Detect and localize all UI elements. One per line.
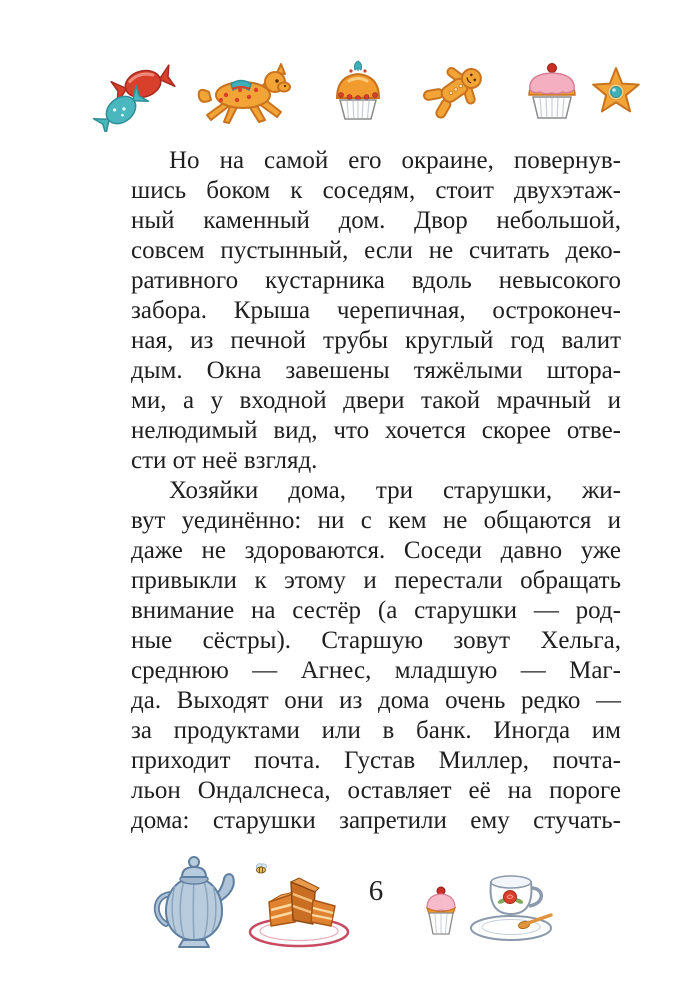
- horse-cookie-icon: [192, 62, 296, 126]
- text-line: вут уединённо: ни с кем не общаются и: [131, 507, 621, 534]
- cake-slices-plate-icon: [242, 860, 352, 950]
- crowned-cupcake-icon: [327, 58, 389, 122]
- text-line: льон Ондалснеса, оставляет её на пороге: [131, 777, 621, 804]
- gingerbread-man-icon: [416, 62, 502, 124]
- text-line: приходит почта. Густав Миллер, почта-: [131, 747, 621, 774]
- text-line: совсем пустынный, если не считать деко-: [131, 237, 621, 264]
- text-line: за продуктами или в банк. Иногда им: [131, 717, 621, 744]
- paragraph: [131, 476, 621, 836]
- text-line: даже не здороваются. Соседи давно уже: [131, 537, 621, 564]
- text-line: привыкли к этому и перестали обращать: [131, 567, 621, 594]
- text-line: ная, из печной трубы круглый год валит: [131, 327, 621, 354]
- text-line: забора. Крыша черепичная, остроконеч-: [131, 297, 621, 324]
- cherry-cupcake-icon: [518, 60, 586, 122]
- mini-cupcake-icon: [420, 884, 462, 942]
- candy-pair-icon: [90, 60, 180, 132]
- text-line: Но на самой его окраине, повернув-: [169, 147, 621, 174]
- text-line: ные сёстры). Старшую зовут Хельга,: [131, 627, 621, 654]
- text-line: шись боком к соседям, стоит двухэтаж-: [131, 177, 621, 204]
- text-line: сти от неё взгляд.: [131, 447, 318, 474]
- text-line: ный каменный дом. Двор небольшой,: [131, 207, 621, 234]
- text-line: ративного кустарника вдоль невысокого: [131, 267, 621, 294]
- page-text: [131, 146, 621, 836]
- star-cookie-icon: [590, 64, 642, 118]
- text-line: нелюдимый вид, что хочется скорее отве-: [131, 417, 621, 444]
- text-line: среднюю — Агнес, младшую — Маг-: [131, 657, 621, 684]
- text-line: внимание на сестёр (а старушки — род-: [131, 597, 621, 624]
- text-line: дома: старушки запретили ему стучать-: [131, 807, 621, 834]
- page-number: 6: [368, 875, 384, 907]
- teapot-icon: [150, 850, 238, 950]
- text-line: дым. Окна завешены тяжёлыми штора-: [131, 357, 621, 384]
- teacup-saucer-icon: [466, 866, 554, 944]
- paragraph: [131, 146, 621, 476]
- text-line: Хозяйки дома, три старушки, жи-: [169, 477, 621, 504]
- text-line: да. Выходят они из дома очень редко —: [131, 687, 621, 714]
- text-line: ми, а у входной двери такой мрачный и: [131, 387, 621, 414]
